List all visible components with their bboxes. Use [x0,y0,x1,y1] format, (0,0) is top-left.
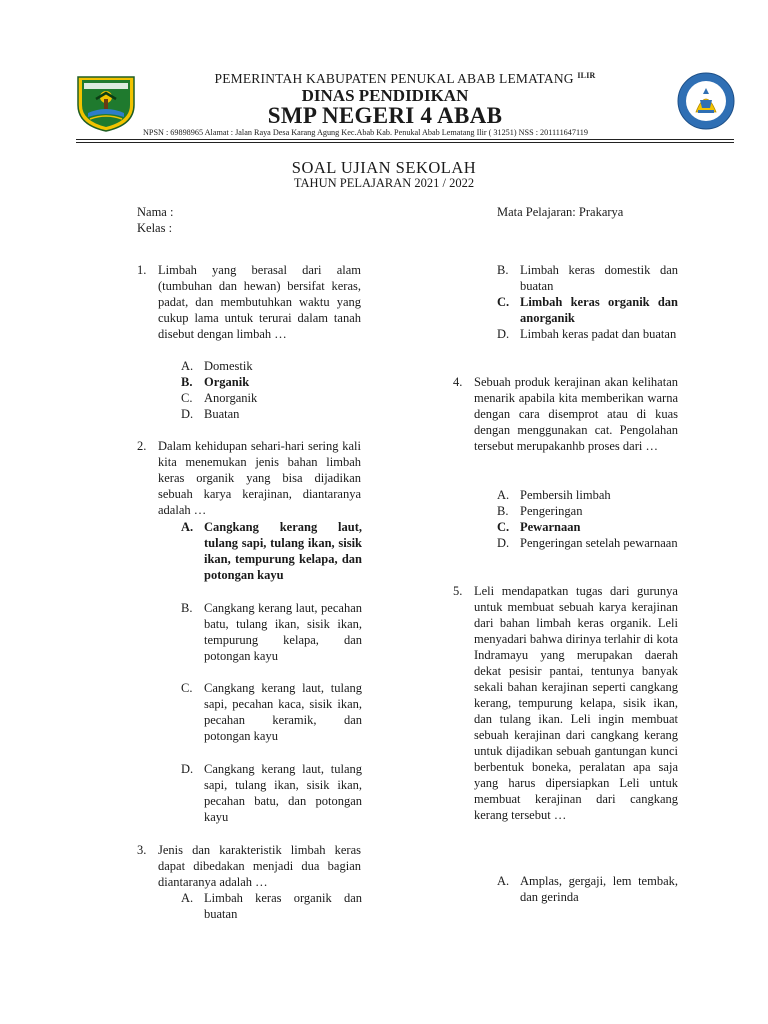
question-4-option-d [497,535,678,567]
question-3-option-c [497,294,678,326]
question-2-option-d [181,761,361,825]
question-3-option-b [497,262,678,294]
question-4-option-c [497,519,678,535]
option-letter: A. [497,874,510,888]
letterhead-rule-thin [76,142,734,143]
option-letter: B. [497,504,509,518]
question-4-option-b [497,503,678,519]
question-1-text: Limbah yang berasal dari alam (tumbuhan dan hewan) bersifat keras, padat, dan membutuhkan waktu yang cukup lama untuk terurai dalam tanah disebut dengan limbah … [158,263,361,341]
option-letter: C. [181,391,193,405]
letterhead-department: DINAS PENDIDIKAN [301,86,469,105]
option-text: Limbah keras padat dan buatan [520,327,677,341]
option-letter: A. [181,359,194,373]
option-text: Limbah keras organik dan buatan [204,891,362,921]
option-text: Limbah keras domestik dan buatan [520,263,678,293]
option-text: Pembersih limbah [520,488,611,502]
question-1-option-c [181,390,361,406]
question-1-option-d [181,406,361,422]
option-text: Limbah keras organik dan anorganik [520,295,678,325]
question-2-option-a [181,519,361,599]
letterhead-government [170,71,640,87]
question-5-text: Leli mendapatkan tugas dari gurunya untuk membuat sebuah karya kerajinan dari bahan limbah keras organik. Leli menyadari bahwa dirinya terlahir di kota Indramayu yang merupakan daerah dekat pesisir pantai, tentunya banyak sekali bahan kerajinan seperti cangkang kerang, tempurung kelapa, sisik ikan, dan tulang ikan. Leli ingin membuat sebuah kerajinan dari cangkang kerang untuk dijadikan sebuah gantungan kunci berbentuk boneka, peralatan apa saja yang harus dipersiapkan Leli untuk membuat kerajinan dari cangkang kerang tersebut … [474,584,678,822]
option-letter: D. [497,327,510,341]
option-text: Pewarnaan [520,520,581,534]
letterhead-government-text: PEMERINTAH KABUPATEN PENUKAL ABAB LEMATANG [214,71,574,86]
letterhead-government-sup: ILIR [577,71,596,80]
option-text: Buatan [204,407,240,421]
option-letter: A. [497,488,510,502]
option-letter: C. [497,295,510,309]
regency-logo [74,69,138,133]
subject-field: Mata Pelajaran: Prakarya [497,205,624,219]
option-text: Cangkang kerang laut, tulang sapi, pecahan kaca, sisik ikan, pecahan keramik, dan potongan kayu [204,681,362,743]
question-1-option-a [181,358,361,374]
option-letter: D. [181,407,194,421]
name-field-label: Nama : [137,205,174,219]
option-letter: B. [497,263,509,277]
letterhead-school-name: SMP NEGERI 4 ABAB [267,103,503,128]
letterhead-rule-thick [76,139,734,140]
question-1-number: 1. [137,263,147,277]
option-letter: A. [181,520,194,534]
option-letter: D. [181,762,194,776]
option-letter: A. [181,891,194,905]
option-text: Organik [204,375,250,389]
letterhead-address: NPSN : 69898965 Alamat : Jalan Raya Desa Karang Agung Kec.Abab Kab. Penukal Abab Lematang Ilir ( 31251) NSS : 201111647119 [143,128,588,137]
question-4-text: Sebuah produk kerajinan akan kelihatan menarik apabila kita memberikan warna dengan cara disemprot atau di kuas dengan menggunakan cat. Pengolahan tersebut merupakanhb proses dari … [474,375,678,453]
option-text: Amplas, gergaji, lem tembak, dan gerinda [520,874,678,904]
option-letter: B. [181,375,193,389]
option-letter: B. [181,601,193,615]
option-letter: C. [497,520,510,534]
tut-wuri-handayani-logo [676,70,736,132]
option-letter: D. [497,536,510,550]
option-text: Cangkang kerang laut, tulang sapi, tulang ikan, sisik ikan, pecahan batu, dan potongan kayu [204,762,362,824]
question-2-option-b [181,600,361,680]
option-text: Cangkang kerang laut, tulang sapi, tulang ikan, sisik ikan, tempurung kelapa, dan potongan kayu [204,520,362,582]
option-text: Anorganik [204,391,258,405]
question-3-option-a [181,890,361,922]
option-text: Cangkang kerang laut, pecahan batu, tulang ikan, sisik ikan, tempurung kelapa, dan potongan kayu [204,601,362,663]
class-field-label: Kelas : [137,221,173,235]
question-1-option-b [181,374,361,390]
academic-year: TAHUN PELAJARAN 2021 / 2022 [293,176,475,190]
question-4-number: 4. [453,375,463,389]
question-3-text: Jenis dan karakteristik limbah keras dapat dibedakan menjadi dua bagian diantaranya adalah … [158,843,361,889]
option-text: Domestik [204,359,253,373]
question-2-number: 2. [137,439,147,453]
option-text: Pengeringan setelah pewarnaan [520,536,678,550]
question-4-option-a [497,487,678,503]
question-3-option-d [497,326,678,358]
option-letter: C. [181,681,193,695]
exam-title: SOAL UJIAN SEKOLAH [291,158,477,177]
question-3-number: 3. [137,843,147,857]
question-5-number: 5. [453,584,463,598]
question-2-text: Dalam kehidupan sehari-hari sering kali kita menemukan jenis bahan limbah keras organik yang bisa dijadikan sebuah karya kerajinan, diantaranya adalah … [158,439,361,517]
question-5-option-a [497,873,678,905]
question-2-option-c [181,680,361,760]
option-text: Pengeringan [520,504,583,518]
